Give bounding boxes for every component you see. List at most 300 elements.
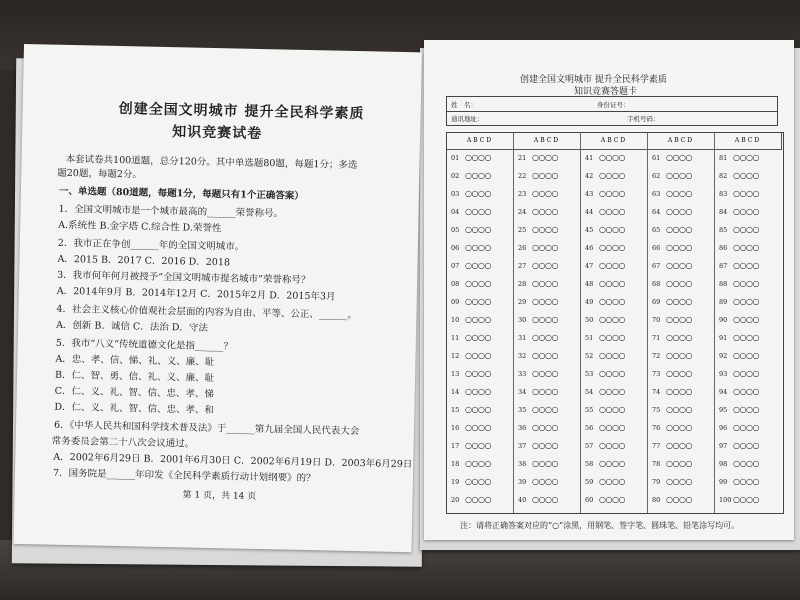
question-number: 52 [585, 352, 594, 360]
question-number: 30 [518, 316, 527, 324]
answer-bubbles[interactable]: ○○○○ [599, 405, 625, 414]
answer-bubbles[interactable]: ○○○○ [666, 171, 692, 180]
question-number: 38 [518, 460, 527, 468]
answer-row [518, 243, 558, 252]
answer-row [719, 459, 759, 468]
question-number: 96 [719, 424, 728, 432]
answer-bubbles[interactable]: ○○○○ [733, 297, 759, 306]
exam-title-line2: 知识竞赛试卷 [172, 124, 263, 143]
question-number: 06 [451, 244, 460, 252]
question-number: 84 [719, 208, 728, 216]
answer-bubbles[interactable]: ○○○○ [666, 333, 692, 342]
exam-line: A．2014年9月 B．2014年12月 C．2015年2月 D．2015年3月 [56, 285, 336, 303]
answer-bubbles[interactable]: ○○○○ [532, 207, 558, 216]
exam-line: A．2002年6月29日 B．2001年6月30日 C．2002年6月19日 D．2003年6月29日 [53, 451, 413, 471]
answer-bubbles[interactable]: ○○○○ [733, 189, 759, 198]
question-number: 13 [451, 370, 460, 378]
answer-bubbles[interactable]: ○○○○ [733, 441, 759, 450]
question-number: 51 [585, 334, 594, 342]
answer-row [451, 387, 491, 396]
answer-row [451, 279, 491, 288]
answer-row [719, 189, 759, 198]
answer-bubbles[interactable]: ○○○○ [532, 333, 558, 342]
question-number: 85 [719, 226, 728, 234]
answer-bubbles[interactable]: ○○○○ [465, 459, 491, 468]
answer-bubbles[interactable]: ○○○○ [532, 153, 558, 162]
question-number: 25 [518, 226, 527, 234]
question-number: 68 [652, 280, 661, 288]
answer-bubbles[interactable]: ○○○○ [666, 387, 692, 396]
question-number: 75 [652, 406, 661, 414]
answer-bubbles[interactable]: ○○○○ [465, 423, 491, 432]
question-number: 54 [585, 388, 594, 396]
answer-row [585, 225, 625, 234]
answer-bubbles[interactable]: ○○○○ [532, 459, 558, 468]
answer-bubbles[interactable]: ○○○○ [532, 495, 558, 504]
exam-line: 常务委员会第二十八次会议通过。 [51, 435, 195, 450]
answer-bubbles[interactable]: ○○○○ [666, 189, 692, 198]
question-number: 91 [719, 334, 728, 342]
answer-row [652, 369, 692, 378]
answer-row [451, 297, 491, 306]
answer-row [451, 153, 491, 162]
answer-row [652, 495, 692, 504]
answer-row [585, 441, 625, 450]
answer-row [518, 225, 558, 234]
answer-bubbles[interactable]: ○○○○ [465, 297, 491, 306]
exam-paper [14, 44, 422, 552]
question-number: 46 [585, 244, 594, 252]
answer-row [518, 477, 558, 486]
answer-bubbles[interactable]: ○○○○ [666, 261, 692, 270]
question-number: 45 [585, 226, 594, 234]
question-number: 07 [451, 262, 460, 270]
answer-row [652, 171, 692, 180]
answer-row [585, 315, 625, 324]
answer-bubbles[interactable]: ○○○○ [532, 279, 558, 288]
answer-row [719, 279, 759, 288]
answer-row [652, 243, 692, 252]
answer-bubbles[interactable]: ○○○○ [599, 459, 625, 468]
answer-bubbles[interactable]: ○○○○ [733, 387, 759, 396]
answer-row [719, 225, 759, 234]
answer-bubbles[interactable]: ○○○○ [666, 315, 692, 324]
answer-bubbles[interactable]: ○○○○ [465, 189, 491, 198]
question-number: 56 [585, 424, 594, 432]
name-label: 姓 名： [451, 101, 477, 109]
answer-bubbles[interactable]: ○○○○ [733, 369, 759, 378]
question-number: 05 [451, 226, 460, 234]
question-number: 32 [518, 352, 527, 360]
answer-row [451, 405, 491, 414]
answer-column-header: ABCD [514, 133, 581, 150]
answer-title-line1: 创建全国文明城市 提升全民科学素质 [520, 75, 667, 85]
answer-row [652, 153, 692, 162]
question-number: 88 [719, 280, 728, 288]
answer-bubbles[interactable]: ○○○○ [465, 315, 491, 324]
answer-row [719, 171, 759, 180]
answer-grid [446, 132, 784, 514]
answer-row [719, 297, 759, 306]
question-number: 39 [518, 478, 527, 486]
answer-bubbles[interactable]: ○○○○ [666, 369, 692, 378]
answer-bubbles[interactable]: ○○○○ [465, 153, 491, 162]
answer-bubbles[interactable]: ○○○○ [599, 153, 625, 162]
exam-line: A．创新 B．诚信 C．法治 D．守法 [56, 319, 208, 334]
answer-bubbles[interactable]: ○○○○ [465, 387, 491, 396]
answer-bubbles[interactable]: ○○○○ [666, 477, 692, 486]
answer-bubbles[interactable]: ○○○○ [532, 171, 558, 180]
answer-bubbles[interactable]: ○○○○ [666, 297, 692, 306]
question-number: 50 [585, 316, 594, 324]
answer-bubbles[interactable]: ○○○○ [599, 333, 625, 342]
answer-bubbles[interactable]: ○○○○ [733, 459, 759, 468]
answer-column-header: ABCD [715, 133, 782, 150]
answer-bubbles[interactable]: ○○○○ [733, 171, 759, 180]
question-number: 73 [652, 370, 661, 378]
answer-bubbles[interactable]: ○○○○ [465, 369, 491, 378]
answer-bubbles[interactable]: ○○○○ [532, 387, 558, 396]
column-divider [714, 133, 715, 513]
answer-bubbles[interactable]: ○○○○ [733, 333, 759, 342]
answer-bubbles[interactable]: ○○○○ [465, 495, 491, 504]
answer-row [518, 405, 558, 414]
answer-bubbles[interactable]: ○○○○ [599, 189, 625, 198]
phone-label: 手机号码： [627, 115, 660, 123]
answer-bubbles[interactable]: ○○○○ [733, 243, 759, 252]
question-number: 58 [585, 460, 594, 468]
answer-row [518, 261, 558, 270]
question-number: 92 [719, 352, 728, 360]
answer-bubbles[interactable]: ○○○○ [599, 225, 625, 234]
question-number: 62 [652, 172, 661, 180]
answer-row [518, 153, 558, 162]
question-number: 83 [719, 190, 728, 198]
answer-row [518, 297, 558, 306]
column-divider [580, 133, 581, 513]
answer-column-header: ABCD [648, 133, 715, 150]
answer-row [518, 279, 558, 288]
answer-row [585, 405, 625, 414]
answer-bubbles[interactable]: ○○○○ [666, 279, 692, 288]
answer-row [719, 333, 759, 342]
answer-row [652, 189, 692, 198]
answer-bubbles[interactable]: ○○○○ [599, 261, 625, 270]
answer-bubbles[interactable]: ○○○○ [465, 261, 491, 270]
answer-row [518, 459, 558, 468]
answer-row [585, 351, 625, 360]
answer-row [652, 261, 692, 270]
answer-bubbles[interactable]: ○○○○ [599, 279, 625, 288]
answer-bubbles[interactable]: ○○○○ [532, 351, 558, 360]
answer-row [652, 351, 692, 360]
answer-row [719, 369, 759, 378]
answer-row [652, 333, 692, 342]
question-number: 09 [451, 298, 460, 306]
question-number: 36 [518, 424, 527, 432]
answer-row [518, 207, 558, 216]
question-number: 55 [585, 406, 594, 414]
answer-bubbles[interactable]: ○○○○ [532, 477, 558, 486]
answer-row [719, 441, 759, 450]
question-number: 94 [719, 388, 728, 396]
exam-line: B．仁、智、勇、信、礼、义、廉、耻 [54, 369, 215, 385]
answer-row [719, 387, 759, 396]
answer-row [652, 459, 692, 468]
question-number: 87 [719, 262, 728, 270]
answer-row [518, 333, 558, 342]
question-number: 15 [451, 406, 460, 414]
question-number: 26 [518, 244, 527, 252]
answer-row [719, 405, 759, 414]
answer-bubbles[interactable]: ○○○○ [465, 279, 491, 288]
answer-row [652, 279, 692, 288]
question-number: 97 [719, 442, 728, 450]
answer-row [719, 261, 759, 270]
answer-row [585, 189, 625, 198]
question-number: 61 [652, 154, 661, 162]
answer-row [652, 315, 692, 324]
answer-bubbles[interactable]: ○○○○ [532, 243, 558, 252]
answer-title-line2: 知识竞赛答题卡 [574, 87, 638, 97]
question-number: 89 [719, 298, 728, 306]
question-number: 47 [585, 262, 594, 270]
answer-bubbles[interactable]: ○○○○ [599, 315, 625, 324]
exam-line: 7．国务院是______年印发《全民科学素质行动计划纲要》的？ [52, 467, 316, 485]
answer-bubbles[interactable]: ○○○○ [532, 405, 558, 414]
column-divider [647, 133, 648, 513]
answer-bubbles[interactable]: ○○○○ [599, 171, 625, 180]
question-number: 63 [652, 190, 661, 198]
question-number: 02 [451, 172, 460, 180]
answer-row [585, 369, 625, 378]
answer-bubbles[interactable]: ○○○○ [599, 441, 625, 450]
exam-line: A.系统性 B.金字塔 C.综合性 D.荣誉性 [58, 219, 222, 235]
answer-bubbles[interactable]: ○○○○ [599, 495, 625, 504]
answer-bubbles[interactable]: ○○○○ [733, 477, 759, 486]
question-number: 81 [719, 154, 728, 162]
answer-bubbles[interactable]: ○○○○ [666, 459, 692, 468]
answer-row [585, 459, 625, 468]
answer-row [585, 387, 625, 396]
answer-bubbles[interactable]: ○○○○ [666, 225, 692, 234]
answer-bubbles[interactable]: ○○○○ [733, 225, 759, 234]
answer-row [518, 423, 558, 432]
answer-bubbles[interactable]: ○○○○ [532, 441, 558, 450]
question-number: 28 [518, 280, 527, 288]
question-number: 17 [451, 442, 460, 450]
exam-line: 3．我市何年何月被授予“全国文明城市提名城市”荣誉称号？ [57, 269, 311, 287]
question-number: 29 [518, 298, 527, 306]
answer-bubbles[interactable]: ○○○○ [532, 423, 558, 432]
question-number: 74 [652, 388, 661, 396]
answer-bubbles[interactable]: ○○○○ [465, 333, 491, 342]
answer-bubbles[interactable]: ○○○○ [733, 279, 759, 288]
answer-bubbles[interactable]: ○○○○ [599, 369, 625, 378]
question-number: 21 [518, 154, 527, 162]
exam-line: 一、单选题（80道题，每题1分，每题只有1个正确答案） [58, 185, 304, 202]
exam-line: A．忠、孝、信、悌、礼、义、廉、耻 [55, 353, 215, 369]
address-label: 通讯地址： [451, 115, 484, 123]
answer-row [719, 315, 759, 324]
answer-bubbles[interactable]: ○○○○ [532, 315, 558, 324]
answer-row [451, 477, 491, 486]
answer-row [652, 207, 692, 216]
question-number: 43 [585, 190, 594, 198]
answer-row [585, 423, 625, 432]
question-number: 90 [719, 316, 728, 324]
exam-line: 本套试卷共100道题，总分120分。其中单选题80题，每题1分；多选 [65, 153, 358, 172]
question-number: 41 [585, 154, 594, 162]
question-number: 93 [719, 370, 728, 378]
question-number: 40 [518, 496, 527, 504]
answer-bubbles[interactable]: ○○○○ [599, 423, 625, 432]
question-number: 59 [585, 478, 594, 486]
answer-row [451, 459, 491, 468]
exam-line: 1．全国文明城市是一个城市最高的______荣誉称号。 [58, 203, 284, 220]
question-number: 100 [719, 496, 732, 504]
answer-bubbles[interactable]: ○○○○ [532, 189, 558, 198]
answer-row [585, 495, 625, 504]
answer-bubbles[interactable]: ○○○○ [733, 207, 759, 216]
question-number: 23 [518, 190, 527, 198]
answer-bubbles[interactable]: ○○○○ [532, 225, 558, 234]
exam-line: 2．我市正在争创______年的全国文明城市。 [57, 237, 245, 253]
answer-bubbles[interactable]: ○○○○ [733, 405, 759, 414]
answer-bubbles[interactable]: ○○○○ [733, 423, 759, 432]
answer-bubbles[interactable]: ○○○○ [733, 153, 759, 162]
answer-column-header: ABCD [581, 133, 648, 150]
answer-row [518, 351, 558, 360]
exam-line: 题20题，每题2分。 [57, 167, 143, 181]
answer-bubbles[interactable]: ○○○○ [666, 495, 692, 504]
answer-bubbles[interactable]: ○○○○ [599, 387, 625, 396]
answer-bubbles[interactable]: ○○○○ [465, 405, 491, 414]
exam-line: A．2015 B．2017 C．2016 D．2018 [57, 253, 231, 269]
answer-bubbles[interactable]: ○○○○ [666, 351, 692, 360]
answer-bubbles[interactable]: ○○○○ [733, 315, 759, 324]
answer-row [585, 153, 625, 162]
answer-row [585, 171, 625, 180]
question-number: 64 [652, 208, 661, 216]
question-number: 65 [652, 226, 661, 234]
answer-row [719, 495, 759, 504]
answer-bubbles[interactable]: ○○○○ [666, 405, 692, 414]
answer-bubbles[interactable]: ○○○○ [465, 171, 491, 180]
question-number: 78 [652, 460, 661, 468]
answer-row [518, 171, 558, 180]
exam-line: 5．我市“八义”传统道德文化是指______？ [55, 337, 234, 353]
question-number: 82 [719, 172, 728, 180]
answer-row [585, 333, 625, 342]
answer-row [652, 477, 692, 486]
answer-row [719, 477, 759, 486]
answer-row [518, 369, 558, 378]
answer-row [719, 351, 759, 360]
answer-bubbles[interactable]: ○○○○ [532, 369, 558, 378]
answer-row [451, 369, 491, 378]
question-number: 33 [518, 370, 527, 378]
question-number: 12 [451, 352, 460, 360]
question-number: 49 [585, 298, 594, 306]
answer-row [719, 423, 759, 432]
question-number: 16 [451, 424, 460, 432]
question-number: 20 [451, 496, 460, 504]
question-number: 31 [518, 334, 527, 342]
question-number: 53 [585, 370, 594, 378]
answer-bubbles[interactable]: ○○○○ [532, 297, 558, 306]
question-number: 19 [451, 478, 460, 486]
answer-row [719, 153, 759, 162]
answer-bubbles[interactable]: ○○○○ [733, 351, 759, 360]
answer-bubbles[interactable]: ○○○○ [666, 441, 692, 450]
answer-bubbles[interactable]: ○○○○ [666, 243, 692, 252]
question-number: 11 [451, 334, 460, 342]
question-number: 24 [518, 208, 527, 216]
answer-bubbles[interactable]: ○○○○ [465, 225, 491, 234]
answer-bubbles[interactable]: ○○○○ [599, 207, 625, 216]
answer-bubbles[interactable]: ○○○○ [666, 153, 692, 162]
question-number: 72 [652, 352, 661, 360]
question-number: 14 [451, 388, 460, 396]
answer-bubbles[interactable]: ○○○○ [465, 207, 491, 216]
question-number: 76 [652, 424, 661, 432]
answer-row [518, 387, 558, 396]
answer-row [518, 441, 558, 450]
answer-sheet [424, 40, 794, 540]
question-number: 37 [518, 442, 527, 450]
exam-title-line1: 创建全国文明城市 提升全民科学素质 [118, 100, 365, 123]
answer-bubbles[interactable]: ○○○○ [465, 441, 491, 450]
column-divider [513, 133, 514, 513]
answer-bubbles[interactable]: ○○○○ [733, 495, 759, 504]
answer-bubbles[interactable]: ○○○○ [666, 207, 692, 216]
answer-bubbles[interactable]: ○○○○ [465, 351, 491, 360]
question-number: 77 [652, 442, 661, 450]
answer-bubbles[interactable]: ○○○○ [465, 477, 491, 486]
question-number: 03 [451, 190, 460, 198]
answer-bubbles[interactable]: ○○○○ [733, 261, 759, 270]
question-number: 48 [585, 280, 594, 288]
question-number: 60 [585, 496, 594, 504]
answer-row [652, 441, 692, 450]
answer-row [451, 315, 491, 324]
answer-row [719, 207, 759, 216]
answer-bubbles[interactable]: ○○○○ [599, 243, 625, 252]
answer-row [652, 225, 692, 234]
answer-row [451, 423, 491, 432]
answer-bubbles[interactable]: ○○○○ [465, 243, 491, 252]
answer-bubbles[interactable]: ○○○○ [599, 477, 625, 486]
answer-bubbles[interactable]: ○○○○ [599, 351, 625, 360]
question-number: 04 [451, 208, 460, 216]
answer-row [518, 315, 558, 324]
answer-bubbles[interactable]: ○○○○ [599, 297, 625, 306]
question-number: 80 [652, 496, 661, 504]
exam-line: 4．社会主义核心价值观社会层面的内容为自由、平等、公正、______。 [56, 303, 358, 322]
answer-row [652, 423, 692, 432]
question-number: 42 [585, 172, 594, 180]
answer-row [451, 351, 491, 360]
exam-line: C．仁、义、礼、智、信、忠、孝、悌 [54, 385, 215, 401]
question-number: 57 [585, 442, 594, 450]
answer-row [652, 405, 692, 414]
question-number: 67 [652, 262, 661, 270]
answer-column-header: ABCD [447, 133, 514, 150]
answer-row [451, 207, 491, 216]
answer-bubbles[interactable]: ○○○○ [666, 423, 692, 432]
answer-bubbles[interactable]: ○○○○ [532, 261, 558, 270]
